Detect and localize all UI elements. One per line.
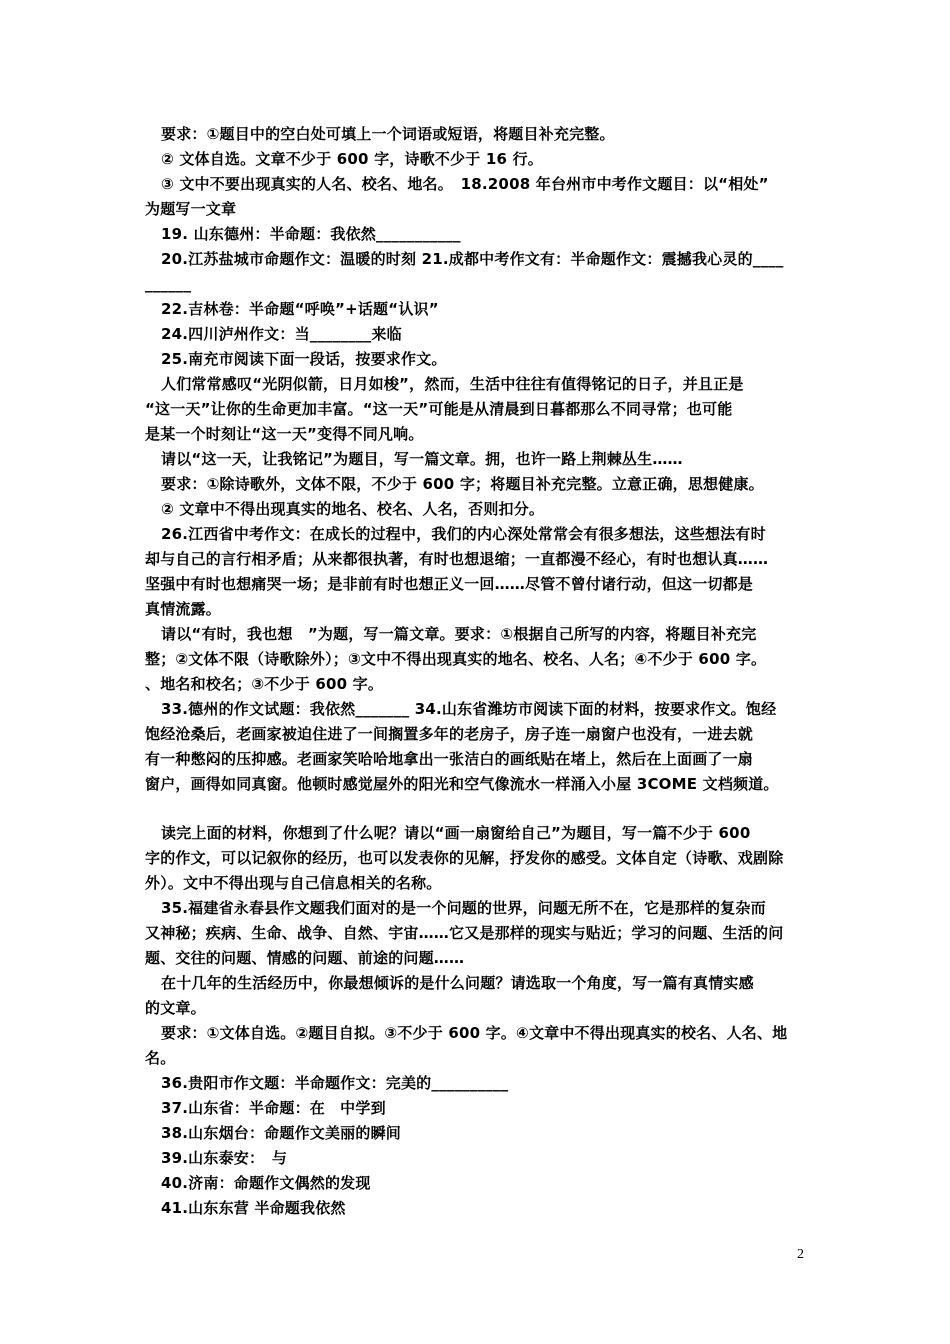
text-line: 外）。文中不得出现与自己信息相关的名称。 bbox=[145, 874, 442, 892]
document-body bbox=[145, 122, 811, 1221]
text-line: 38.山东烟台：命题作文美丽的瞬间 bbox=[161, 1124, 401, 1142]
text-line: 的文章。 bbox=[145, 999, 206, 1017]
text-line: 、地名和校名；③不少于 600 字。 bbox=[145, 675, 384, 693]
text-line: 36.贵阳市作文题：半命题作文：完美的__________ bbox=[161, 1074, 509, 1092]
text-line: 要求：①文体自选。②题目自拟。③不少于 600 字。④文章中不得出现真实的校名、人名、地 bbox=[161, 1024, 788, 1042]
text-line: 39.山东泰安： 与 bbox=[161, 1149, 288, 1167]
text-line: 人们常常感叹“光阴似箭，日月如梭”，然而，生活中往往有值得铭记的日子，并且正是 bbox=[161, 375, 744, 393]
text-line: 请以“这一天，让我铭记”为题目，写一篇文章。拥，也许一路上荆棘丛生…… bbox=[161, 450, 683, 468]
text-line: ② 文章中不得出现真实的地名、校名、人名，否则扣分。 bbox=[161, 500, 545, 518]
text-line: 19. 山东德州：半命题：我依然___________ bbox=[161, 225, 461, 243]
text-line: 在十几年的生活经历中，你最想倾诉的是什么问题？请选取一个角度，写一篇有真情实感 bbox=[161, 974, 754, 992]
text-line: 题、交往的问题、情感的问题、前途的问题…… bbox=[145, 949, 465, 967]
text-line: 请以“有时，我也想 ”为题，写一篇文章。要求：①根据自己所写的内容，将题目补充完 bbox=[161, 625, 757, 643]
text-line: 要求：①除诗歌外，文体不限，不少于 600 字；将题目补充完整。立意正确，思想健康。 bbox=[161, 475, 764, 493]
text-line: 是某一个时刻让“这一天”变得不同凡响。 bbox=[145, 425, 424, 443]
text-line: 饱经沧桑后，老画家被迫住进了一间搁置多年的老房子，房子连一扇窗户也没有，一进去就 bbox=[145, 725, 754, 743]
text-line: 26.江西省中考作文：在成长的过程中，我们的内心深处常常会有很多想法，这些想法有时 bbox=[161, 525, 766, 543]
text-line: 整；②文体不限（诗歌除外）；③文中不得出现真实的地名、校名、人名；④不少于 600 字。 bbox=[145, 650, 767, 668]
blank-line bbox=[145, 797, 811, 821]
text-line: 窗户，画得如同真窗。他顿时感觉屋外的阳光和空气像流水一样涌入小屋 3COME 文档频道。 bbox=[145, 775, 779, 793]
text-line: 41.山东东营 半命题我依然 bbox=[161, 1199, 346, 1217]
text-line: 又神秘；疾病、生命、战争、自然、宇宙……它又是那样的现实与贴近；学习的问题、生活的问 bbox=[145, 924, 784, 942]
page-number: 2 bbox=[797, 1247, 804, 1262]
text-line: 22.吉林卷：半命题“呼唤”+话题“认识” bbox=[161, 300, 439, 318]
text-line: ______ bbox=[145, 275, 192, 293]
text-line: ③ 文中不要出现真实的人名、校名、地名。 18.2008 年台州市中考作文题目：以“相处” bbox=[161, 175, 769, 193]
text-line: 24.四川泸州作文：当________来临 bbox=[161, 325, 402, 343]
text-line: “这一天”让你的生命更加丰富。“这一天”可能是从清晨到日暮都那么不同寻常；也可能 bbox=[145, 400, 733, 418]
text-line: 却与自己的言行相矛盾；从来都很执著，有时也想退缩；一直都漫不经心，有时也想认真…… bbox=[145, 550, 769, 568]
text-line: ② 文体自选。文章不少于 600 字，诗歌不少于 16 行。 bbox=[161, 150, 543, 168]
text-line: 坚强中有时也想痛哭一场；是非前有时也想正义一回……尽管不曾付诸行动，但这一切都是 bbox=[145, 575, 754, 593]
text-line: 字的作文，可以记叙你的经历，也可以发表你的见解，抒发你的感受。文体自定（诗歌、戏剧除 bbox=[145, 849, 784, 867]
text-line: 有一种憋闷的压抑感。老画家笑哈哈地拿出一张洁白的画纸贴在堵上，然后在上面画了一扇 bbox=[145, 750, 754, 768]
text-line: 37.山东省：半命题：在 中学到 bbox=[161, 1099, 386, 1117]
text-line: 25.南充市阅读下面一段话，按要求作文。 bbox=[161, 350, 447, 368]
text-line: 为题写一文章 bbox=[145, 200, 237, 218]
text-line: 读完上面的材料，你想到了什么呢？请以“画一扇窗给自己”为题目，写一篇不少于 600 bbox=[161, 824, 751, 842]
text-line: 40.济南：命题作文偶然的发现 bbox=[161, 1174, 371, 1192]
text-line: 要求：①题目中的空白处可填上一个词语或短语，将题目补充完整。 bbox=[161, 125, 615, 143]
text-line: 名。 bbox=[145, 1049, 176, 1067]
text-line: 真情流露。 bbox=[145, 600, 222, 618]
text-line: 20.江苏盐城市命题作文：温暖的时刻 21.成都中考作文有：半命题作文：震撼我心灵的____ bbox=[161, 250, 784, 268]
text-line: 35.福建省永春县作文题我们面对的是一个问题的世界，问题无所不在，它是那样的复杂而 bbox=[161, 899, 766, 917]
text-line: 33.德州的作文试题：我依然_______ 34.山东省潍坊市阅读下面的材料，按要求作文。饱经 bbox=[161, 700, 777, 718]
